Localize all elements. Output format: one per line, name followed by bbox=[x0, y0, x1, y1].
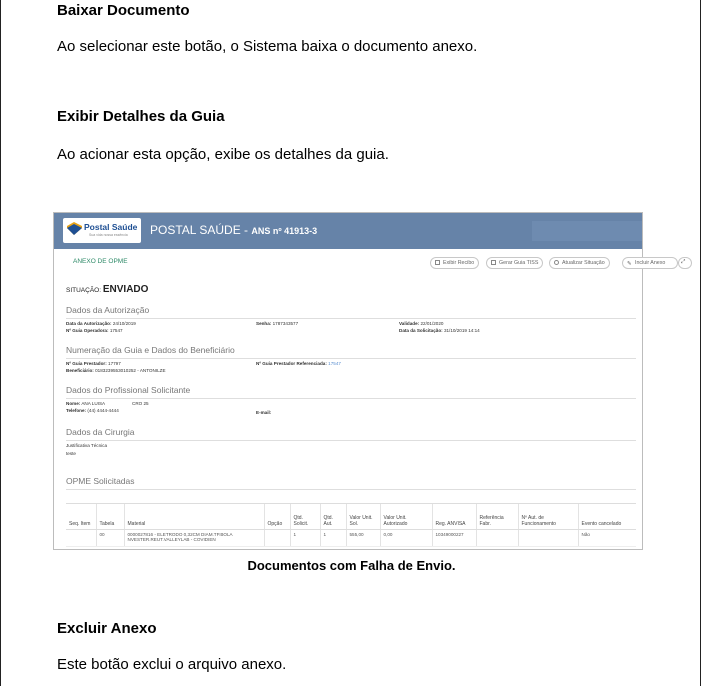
table-cell bbox=[66, 530, 96, 547]
expand-button[interactable] bbox=[678, 257, 692, 269]
telefone-value: (44) 4444-4444 bbox=[87, 408, 119, 413]
guia-referenciada-link[interactable]: 17547 bbox=[328, 361, 341, 366]
guia-prestador-field bbox=[66, 361, 121, 366]
section-title-exibir: Exibir Detalhes da Guia bbox=[57, 108, 225, 125]
validade-label: Validade: bbox=[399, 321, 420, 326]
nome-field bbox=[66, 401, 105, 406]
table-cell: 00 bbox=[96, 530, 124, 547]
header-ans: ANS nº 41913-3 bbox=[251, 226, 318, 236]
section-text-baixar: Ao selecionar este botão, o Sistema baixa o documento anexo. bbox=[57, 38, 478, 55]
email-field bbox=[256, 410, 271, 415]
opme-title: OPME Solicitadas bbox=[66, 476, 135, 486]
nome-value: ANA LUISA bbox=[81, 401, 106, 406]
anexo-toolbar bbox=[54, 249, 686, 277]
atualizar-situacao-button[interactable] bbox=[549, 257, 610, 269]
table-row bbox=[66, 530, 636, 547]
section-title-excluir: Excluir Anexo bbox=[57, 620, 157, 637]
table-cell: 0,00 bbox=[380, 530, 432, 547]
guia-operadora-label: Nº Guia Operadora: bbox=[66, 328, 109, 333]
situacao-value: ENVIADO bbox=[102, 284, 149, 295]
table-cell bbox=[264, 530, 290, 547]
data-autorizacao-field bbox=[66, 321, 136, 326]
document-icon bbox=[435, 260, 440, 265]
header-user-area bbox=[532, 221, 642, 241]
header-title-text: POSTAL SAÚDE - bbox=[150, 223, 252, 237]
column-header: Reg. ANVISA bbox=[432, 504, 476, 530]
column-header: Referência Fabr. bbox=[476, 504, 518, 530]
column-header: Material bbox=[124, 504, 264, 530]
beneficiario-value: 0183239553010252 - ANTONILZE bbox=[95, 368, 166, 373]
column-header: Evento cancelado bbox=[578, 504, 636, 530]
numeracao-title: Numeração da Guia e Dados do Beneficiário bbox=[66, 345, 235, 355]
beneficiario-field bbox=[66, 368, 166, 373]
cirurgia-title: Dados da Cirurgia bbox=[66, 427, 135, 437]
email-label: E-mail: bbox=[256, 410, 272, 415]
section-title-baixar: Baixar Documento bbox=[57, 2, 190, 19]
guia-operadora-field bbox=[66, 328, 123, 333]
data-autorizacao-value: 24/10/2019 bbox=[112, 321, 136, 326]
data-autorizacao-label: Data da Autorização: bbox=[66, 321, 112, 326]
column-header: Valor Unit. Sol. bbox=[346, 504, 380, 530]
exibir-recibo-label: Exibir Recibo bbox=[443, 260, 475, 266]
gerar-guia-tiss-label: Gerar Guia TISS bbox=[499, 260, 539, 266]
atualizar-situacao-label: Atualizar Situação bbox=[562, 260, 605, 266]
divider bbox=[66, 358, 636, 359]
table-cell: 1 bbox=[290, 530, 320, 547]
table-cell: Não bbox=[578, 530, 636, 547]
column-header: Tabela bbox=[96, 504, 124, 530]
column-header: Qtd. Solicit. bbox=[290, 504, 320, 530]
header-title bbox=[150, 223, 317, 237]
gerar-guia-tiss-button[interactable] bbox=[486, 257, 543, 269]
justificativa-value: teste bbox=[66, 451, 76, 456]
document-icon bbox=[491, 260, 496, 265]
table-header-row bbox=[66, 504, 636, 530]
figure-caption: Documentos com Falha de Envio. bbox=[247, 558, 456, 573]
guia-prestador-value: 17797 bbox=[108, 361, 121, 366]
embedded-screenshot bbox=[53, 212, 686, 550]
table-cell: 10349000227 bbox=[432, 530, 476, 547]
section-text-excluir: Este botão exclui o arquivo anexo. bbox=[57, 656, 287, 673]
divider bbox=[66, 398, 636, 399]
guia-operadora-value: 17547 bbox=[109, 328, 123, 333]
telefone-field bbox=[66, 408, 119, 413]
column-header: Seq. Item bbox=[66, 504, 96, 530]
exibir-recibo-button[interactable] bbox=[430, 257, 479, 269]
profissional-title: Dados do Profissional Solicitante bbox=[66, 385, 191, 395]
situacao-status bbox=[66, 284, 148, 295]
nome-label: Nome: bbox=[66, 401, 81, 406]
column-header: Qtd. Aut. bbox=[320, 504, 346, 530]
expand-icon: ⤢ bbox=[681, 259, 686, 265]
data-solicitacao-value: 31/10/2019 14:14 bbox=[443, 328, 480, 333]
divider bbox=[66, 489, 636, 490]
logo-subtext: Sua vida nossa essência bbox=[89, 233, 128, 237]
data-solicitacao-label: Data da Solicitação: bbox=[399, 328, 443, 333]
column-header: Valor Unit. Autorizado bbox=[380, 504, 432, 530]
column-header: Opção bbox=[264, 504, 290, 530]
guia-referenciada-label: Nº Guia Prestador Referenciada: bbox=[256, 361, 327, 366]
guia-referenciada-field bbox=[256, 361, 341, 366]
logo bbox=[63, 218, 141, 243]
telefone-label: Telefone: bbox=[66, 408, 87, 413]
divider bbox=[66, 318, 636, 319]
table-cell: 0000027816 - ELETRODO 0,32CM DIAM.TP.BOLA NVESTER.REUT.VALLEYLAB - COVIDIEN bbox=[124, 530, 264, 547]
logo-text: Postal Saúde bbox=[84, 222, 138, 232]
refresh-icon bbox=[554, 260, 559, 265]
situacao-label: SITUAÇÃO: bbox=[66, 287, 102, 294]
cro-value: CRO 25 bbox=[132, 401, 149, 406]
autorizacao-title: Dados da Autorização bbox=[66, 305, 150, 315]
section-text-exibir: Ao acionar esta opção, exibe os detalhes da guia. bbox=[57, 146, 389, 163]
opme-table bbox=[66, 503, 636, 547]
column-header: Nº Aut. de Funcionamento bbox=[518, 504, 578, 530]
paperclip-icon: ✎ bbox=[627, 261, 632, 267]
table-cell: 555,00 bbox=[346, 530, 380, 547]
table-cell: 1 bbox=[320, 530, 346, 547]
table-cell bbox=[518, 530, 578, 547]
divider bbox=[66, 440, 636, 441]
data-solicitacao-field bbox=[399, 328, 480, 333]
guia-prestador-label: Nº Guia Prestador: bbox=[66, 361, 107, 366]
senha-value: 1787343577 bbox=[272, 321, 299, 326]
beneficiario-label: Beneficiário: bbox=[66, 368, 94, 373]
senha-field bbox=[256, 321, 298, 326]
senha-label: Senha: bbox=[256, 321, 272, 326]
validade-value: 22/01/2020 bbox=[420, 321, 444, 326]
logo-icon bbox=[67, 222, 82, 235]
incluir-anexo-button[interactable] bbox=[622, 257, 678, 269]
anexo-label: ANEXO DE OPME bbox=[73, 258, 128, 265]
table-cell bbox=[476, 530, 518, 547]
incluir-anexo-label: Incluir Anexo bbox=[635, 260, 666, 266]
validade-field bbox=[399, 321, 443, 326]
app-header bbox=[54, 213, 642, 249]
justificativa-label: Justificativa Técnica bbox=[66, 443, 108, 448]
